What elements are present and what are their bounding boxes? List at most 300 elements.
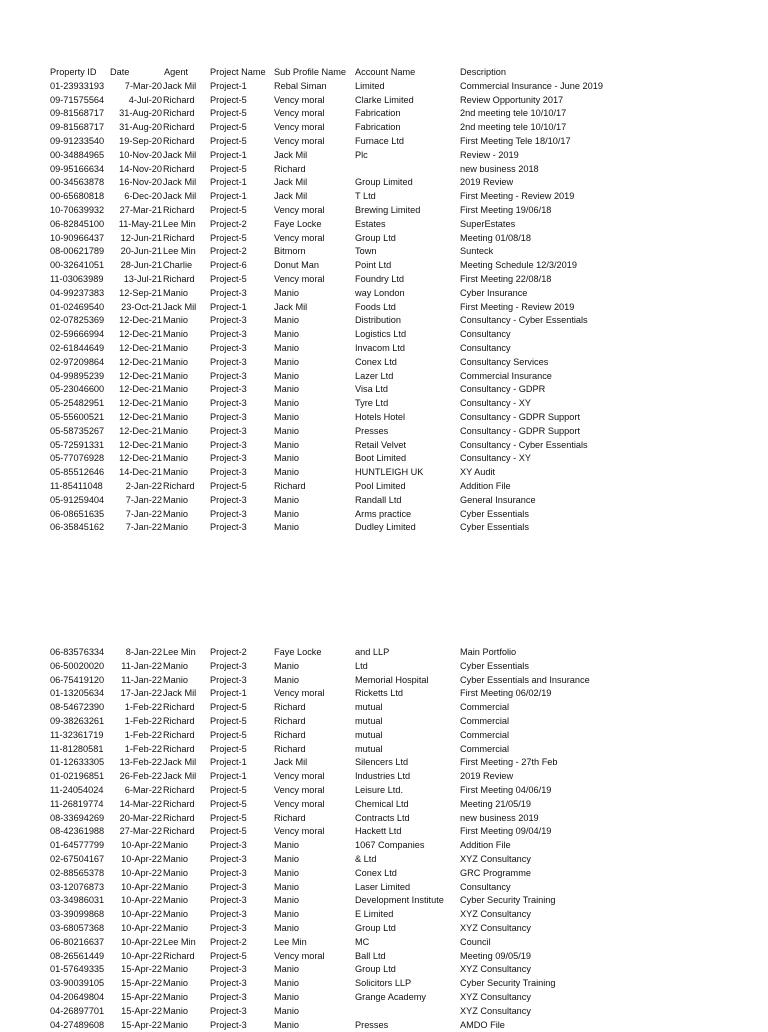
project-name-cell: Project-3 <box>210 398 247 409</box>
date-cell: 6-Dec-20 <box>124 191 162 202</box>
sub-profile-name-cell: Manio <box>274 508 300 519</box>
sub-profile-name-cell: Manio <box>274 425 300 436</box>
description-cell: Consultancy - Cyber Essentials <box>460 315 588 326</box>
table-row <box>0 439 768 453</box>
property-id-cell: 09-71575564 <box>50 94 105 105</box>
table-row <box>0 411 768 425</box>
agent-cell: Manio <box>163 342 189 353</box>
table-row <box>0 936 768 950</box>
table-row <box>0 494 768 508</box>
property-id-cell: 08-00621789 <box>50 246 105 257</box>
agent-cell: Manio <box>163 867 189 878</box>
agent-cell: Richard <box>163 826 195 837</box>
description-cell: new business 2019 <box>460 812 539 823</box>
sub-profile-name-cell: Manio <box>274 287 300 298</box>
description-cell: First Meeting 22/08/18 <box>460 273 552 284</box>
date-cell: 16-Nov-20 <box>119 177 162 188</box>
project-name-cell: Project-5 <box>210 163 247 174</box>
agent-cell: Richard <box>163 729 195 740</box>
agent-cell: Manio <box>163 840 189 851</box>
account-name-cell: Randall Ltd <box>355 494 402 505</box>
date-cell: 19-Sep-20 <box>119 135 162 146</box>
project-name-cell: Project-3 <box>210 467 247 478</box>
account-name-cell: E Limited <box>355 909 394 920</box>
table-row <box>0 867 768 881</box>
agent-cell: Manio <box>163 660 189 671</box>
sub-profile-name-cell: Manio <box>274 384 300 395</box>
sub-profile-name-cell: Manio <box>274 853 300 864</box>
account-name-cell: Fabrication <box>355 122 401 133</box>
date-cell: 10-Apr-22 <box>121 840 162 851</box>
project-name-cell: Project-3 <box>210 922 247 933</box>
table-row <box>0 646 768 660</box>
date-cell: 15-Apr-22 <box>121 964 162 975</box>
property-id-cell: 01-64577799 <box>50 840 105 851</box>
sub-profile-name-cell: Vency moral <box>274 273 325 284</box>
sub-profile-name-cell: Richard <box>274 743 306 754</box>
account-name-cell: Industries Ltd <box>355 771 411 782</box>
description-cell: Sunteck <box>460 246 494 257</box>
account-name-cell: Furnace Ltd <box>355 135 405 146</box>
property-id-cell: 00-65680818 <box>50 191 105 202</box>
sub-profile-name-cell: Bitmorn <box>274 246 306 257</box>
date-cell: 10-Nov-20 <box>119 149 162 160</box>
date-cell: 13-Feb-22 <box>119 757 162 768</box>
description-cell: XYZ Consultancy <box>460 922 531 933</box>
sub-profile-name-cell: Vency moral <box>274 771 325 782</box>
property-id-cell: 01-23933193 <box>50 80 105 91</box>
agent-cell: Manio <box>163 329 189 340</box>
project-name-cell: Project-5 <box>210 108 247 119</box>
description-cell: XYZ Consultancy <box>460 991 531 1002</box>
description-cell: Cyber Essentials and Insurance <box>460 674 590 685</box>
property-id-cell: 09-38263261 <box>50 715 105 726</box>
date-cell: 11-Jan-22 <box>121 660 162 671</box>
account-name-cell: Hackett Ltd <box>355 826 402 837</box>
date-cell: 12-Dec-21 <box>119 453 162 464</box>
agent-cell: Manio <box>163 978 189 989</box>
account-name-cell: 1067 Companies <box>355 840 425 851</box>
project-name-cell: Project-3 <box>210 384 247 395</box>
description-cell: Consultancy - GDPR Support <box>460 411 580 422</box>
sub-profile-name-cell: Richard <box>274 480 306 491</box>
sub-profile-name-cell: Jack Mil <box>274 191 308 202</box>
account-name-cell: Retail Velvet <box>355 439 407 450</box>
date-cell: 15-Apr-22 <box>121 991 162 1002</box>
sub-profile-name-cell: Jack Mil <box>274 177 308 188</box>
table-row <box>0 466 768 480</box>
property-id-cell: 11-85411048 <box>50 480 103 491</box>
sub-profile-name-cell: Manio <box>274 909 300 920</box>
agent-cell: Richard <box>163 204 195 215</box>
table-row <box>0 825 768 839</box>
account-name-cell: Foods Ltd <box>355 301 396 312</box>
agent-cell: Manio <box>163 922 189 933</box>
agent-cell: Richard <box>163 108 195 119</box>
property-id-cell: 09-95166634 <box>50 163 105 174</box>
description-cell: Consultancy <box>460 342 511 353</box>
table-row <box>0 1019 768 1032</box>
property-id-cell: 00-34563878 <box>50 177 105 188</box>
date-cell: 13-Jul-21 <box>123 273 162 284</box>
description-cell: Addition File <box>460 480 511 491</box>
description-cell: XY Audit <box>460 467 496 478</box>
project-name-cell: Project-1 <box>210 301 247 312</box>
table-body-2 <box>0 646 768 1032</box>
project-name-cell: Project-3 <box>210 978 247 989</box>
table-row <box>0 950 768 964</box>
project-name-cell: Project-1 <box>210 177 247 188</box>
agent-cell: Manio <box>163 674 189 685</box>
property-id-cell: 06-83576334 <box>50 647 105 657</box>
project-name-cell: Project-1 <box>210 688 247 699</box>
sub-profile-name-cell: Manio <box>274 494 300 505</box>
description-cell: First Meeting 19/06/18 <box>460 204 552 215</box>
description-cell: First Meeting 06/02/19 <box>460 688 552 699</box>
table-row <box>0 397 768 411</box>
account-name-cell: Ricketts Ltd <box>355 688 403 699</box>
table-row <box>0 674 768 688</box>
description-cell: Consultancy - GDPR <box>460 384 546 395</box>
agent-cell: Richard <box>163 232 195 243</box>
sub-profile-name-cell: Manio <box>274 453 300 464</box>
property-id-cell: 06-75419120 <box>50 674 105 685</box>
date-cell: 10-Apr-22 <box>121 895 162 906</box>
sub-profile-name-cell: Faye Locke <box>274 218 322 229</box>
sub-profile-name-cell: Vency moral <box>274 798 325 809</box>
date-cell: 10-Apr-22 <box>121 909 162 920</box>
table-row <box>0 660 768 674</box>
property-id-cell: 06-80216637 <box>50 936 105 947</box>
date-cell: 12-Dec-21 <box>119 425 162 436</box>
account-name-cell: Foundry Ltd <box>355 273 405 284</box>
table-row <box>0 521 768 535</box>
project-name-cell: Project-3 <box>210 411 247 422</box>
description-cell: Review - 2019 <box>460 149 519 160</box>
header-agent: Agent <box>164 67 189 77</box>
table-row <box>0 218 768 232</box>
property-id-cell: 01-02469540 <box>50 301 105 312</box>
agent-cell: Richard <box>163 715 195 726</box>
header-property-id: Property ID <box>50 67 97 77</box>
table-header <box>0 66 768 80</box>
date-cell: 11-May-21 <box>118 218 162 229</box>
date-cell: 20-Jun-21 <box>120 246 162 257</box>
date-cell: 8-Jan-22 <box>125 647 162 657</box>
account-name-cell: Brewing Limited <box>355 204 421 215</box>
table-row <box>0 135 768 149</box>
table-row <box>0 107 768 121</box>
account-name-cell: Plc <box>355 149 368 160</box>
agent-cell: Richard <box>163 812 195 823</box>
account-name-cell: Grange Academy <box>355 991 426 1002</box>
description-cell: Consultancy - XY <box>460 453 531 464</box>
agent-cell: Manio <box>163 370 189 381</box>
project-name-cell: Project-3 <box>210 964 247 975</box>
table-row <box>0 245 768 259</box>
account-name-cell: Silencers Ltd <box>355 757 409 768</box>
agent-cell: Manio <box>163 439 189 450</box>
sub-profile-name-cell: Manio <box>274 895 300 906</box>
sub-profile-name-cell: Jack Mil <box>274 301 308 312</box>
agent-cell: Richard <box>163 273 195 284</box>
sub-profile-name-cell: Richard <box>274 163 306 174</box>
description-cell: 2nd meeting tele 10/10/17 <box>460 108 567 119</box>
sub-profile-name-cell: Manio <box>274 1005 300 1016</box>
agent-cell: Manio <box>163 508 189 519</box>
table-row <box>0 342 768 356</box>
agent-cell: Jack Mil <box>163 177 197 188</box>
project-name-cell: Project-3 <box>210 425 247 436</box>
header-account-name: Account Name <box>355 67 416 77</box>
sub-profile-name-cell: Manio <box>274 315 300 326</box>
project-name-cell: Project-3 <box>210 881 247 892</box>
account-name-cell: mutual <box>355 729 383 740</box>
agent-cell: Richard <box>163 743 195 754</box>
sub-profile-name-cell: Vency moral <box>274 108 325 119</box>
agent-cell: Richard <box>163 122 195 133</box>
account-name-cell: MC <box>355 936 370 947</box>
agent-cell: Jack Mil <box>163 688 197 699</box>
date-cell: 12-Dec-21 <box>119 398 162 409</box>
agent-cell: Manio <box>163 384 189 395</box>
account-name-cell: Visa Ltd <box>355 384 389 395</box>
project-name-cell: Project-5 <box>210 812 247 823</box>
date-cell: 1-Feb-22 <box>124 702 162 713</box>
account-name-cell: Laser Limited <box>355 881 411 892</box>
sub-profile-name-cell: Manio <box>274 840 300 851</box>
sub-profile-name-cell: Manio <box>274 329 300 340</box>
project-name-cell: Project-5 <box>210 232 247 243</box>
project-name-cell: Project-3 <box>210 342 247 353</box>
date-cell: 12-Sep-21 <box>119 287 162 298</box>
project-name-cell: Project-5 <box>210 273 247 284</box>
account-name-cell: HUNTLEIGH UK <box>355 467 424 478</box>
property-id-cell: 11-32361719 <box>50 729 104 740</box>
table-row <box>0 812 768 826</box>
date-cell: 12-Dec-21 <box>119 384 162 395</box>
agent-cell: Manio <box>163 398 189 409</box>
account-name-cell: way London <box>355 287 405 298</box>
project-name-cell: Project-3 <box>210 660 247 671</box>
project-name-cell: Project-5 <box>210 480 247 491</box>
property-id-cell: 00-32641051 <box>50 260 105 271</box>
date-cell: 31-Aug-20 <box>119 108 162 119</box>
date-cell: 7-Mar-20 <box>124 80 162 91</box>
description-cell: Consultancy - XY <box>460 398 531 409</box>
header-sub-profile-name: Sub Profile Name <box>274 67 347 77</box>
account-name-cell: Contracts Ltd <box>355 812 410 823</box>
project-name-cell: Project-2 <box>210 246 247 257</box>
table-row <box>0 383 768 397</box>
agent-cell: Charlie <box>163 260 193 271</box>
account-name-cell: Limited <box>355 80 385 91</box>
description-cell: Consultancy <box>460 881 511 892</box>
date-cell: 7-Jan-22 <box>125 522 162 533</box>
description-cell: Consultancy <box>460 329 511 340</box>
sub-profile-name-cell: Richard <box>274 729 306 740</box>
description-cell: First Meeting Tele 18/10/17 <box>460 135 571 146</box>
date-cell: 6-Mar-22 <box>124 784 162 795</box>
agent-cell: Manio <box>163 467 189 478</box>
sub-profile-name-cell: Lee Min <box>274 936 307 947</box>
date-cell: 31-Aug-20 <box>119 122 162 133</box>
project-name-cell: Project-1 <box>210 149 247 160</box>
sub-profile-name-cell: Manio <box>274 922 300 933</box>
account-name-cell: Fabrication <box>355 108 401 119</box>
account-name-cell: mutual <box>355 715 383 726</box>
account-name-cell: Point Ltd <box>355 260 392 271</box>
property-id-cell: 05-77076928 <box>50 453 105 464</box>
agent-cell: Lee Min <box>163 246 196 257</box>
agent-cell: Richard <box>163 784 195 795</box>
project-name-cell: Project-3 <box>210 508 247 519</box>
description-cell: Cyber Security Training <box>460 895 556 906</box>
date-cell: 15-Apr-22 <box>121 1019 162 1030</box>
table-row <box>0 356 768 370</box>
agent-cell: Lee Min <box>163 218 196 229</box>
description-cell: AMDO File <box>460 1019 505 1030</box>
sub-profile-name-cell: Richard <box>274 702 306 713</box>
agent-cell: Manio <box>163 895 189 906</box>
account-name-cell: Pool Limited <box>355 480 406 491</box>
table-block-2 <box>0 646 768 1032</box>
account-name-cell: Conex Ltd <box>355 867 397 878</box>
date-cell: 27-Mar-22 <box>119 826 162 837</box>
project-name-cell: Project-5 <box>210 950 247 961</box>
table-row <box>0 452 768 466</box>
property-id-cell: 08-54672390 <box>50 702 105 713</box>
property-id-cell: 04-26897701 <box>50 1005 105 1016</box>
date-cell: 28-Jun-21 <box>120 260 162 271</box>
date-cell: 27-Mar-21 <box>119 204 162 215</box>
agent-cell: Jack Mil <box>163 149 197 160</box>
property-id-cell: 02-59666994 <box>50 329 105 340</box>
description-cell: First Meeting - Review 2019 <box>460 301 575 312</box>
project-name-cell: Project-3 <box>210 1005 247 1016</box>
sub-profile-name-cell: Jack Mil <box>274 149 308 160</box>
agent-cell: Manio <box>163 522 189 533</box>
description-cell: XYZ Consultancy <box>460 964 531 975</box>
table-row <box>0 314 768 328</box>
table-row <box>0 743 768 757</box>
sub-profile-name-cell: Vency moral <box>274 94 325 105</box>
description-cell: First Meeting - 27th Feb <box>460 757 558 768</box>
table-row <box>0 991 768 1005</box>
project-name-cell: Project-3 <box>210 909 247 920</box>
project-name-cell: Project-3 <box>210 522 247 533</box>
property-id-cell: 05-25482951 <box>50 398 105 409</box>
property-id-cell: 04-99237383 <box>50 287 105 298</box>
property-id-cell: 09-81568717 <box>50 108 105 119</box>
account-name-cell: Lazer Ltd <box>355 370 394 381</box>
description-cell: Cyber Security Training <box>460 978 556 989</box>
description-cell: Commercial <box>460 729 510 740</box>
project-name-cell: Project-3 <box>210 287 247 298</box>
property-id-cell: 08-33694269 <box>50 812 105 823</box>
sub-profile-name-cell: Donut Man <box>274 260 319 271</box>
agent-cell: Manio <box>163 964 189 975</box>
agent-cell: Manio <box>163 315 189 326</box>
date-cell: 12-Dec-21 <box>119 329 162 340</box>
description-cell: SuperEstates <box>460 218 516 229</box>
account-name-cell: mutual <box>355 743 383 754</box>
property-id-cell: 04-99895239 <box>50 370 105 381</box>
description-cell: First Meeting 04/06/19 <box>460 784 552 795</box>
agent-cell: Richard <box>163 163 195 174</box>
project-name-cell: Project-3 <box>210 895 247 906</box>
date-cell: 26-Feb-22 <box>119 771 162 782</box>
property-id-cell: 08-26561449 <box>50 950 105 961</box>
description-cell: Cyber Essentials <box>460 660 529 671</box>
date-cell: 12-Dec-21 <box>119 356 162 367</box>
project-name-cell: Project-3 <box>210 356 247 367</box>
account-name-cell: & Ltd <box>355 853 377 864</box>
account-name-cell: Logistics Ltd <box>355 329 407 340</box>
project-name-cell: Project-3 <box>210 867 247 878</box>
table-row <box>0 798 768 812</box>
property-id-cell: 01-02196851 <box>50 771 105 782</box>
project-name-cell: Project-5 <box>210 94 247 105</box>
agent-cell: Richard <box>163 480 195 491</box>
property-id-cell: 05-85512646 <box>50 467 105 478</box>
property-id-cell: 09-91233540 <box>50 135 105 146</box>
date-cell: 1-Feb-22 <box>124 729 162 740</box>
property-id-cell: 01-13205634 <box>50 688 105 699</box>
project-name-cell: Project-5 <box>210 798 247 809</box>
property-id-cell: 11-03063989 <box>50 273 104 284</box>
sub-profile-name-cell: Manio <box>274 342 300 353</box>
account-name-cell: Group Ltd <box>355 232 396 243</box>
property-id-cell: 03-34986031 <box>50 895 105 906</box>
agent-cell: Jack Mil <box>163 191 197 202</box>
table-row <box>0 425 768 439</box>
date-cell: 1-Feb-22 <box>124 743 162 754</box>
table-row <box>0 190 768 204</box>
description-cell: Meeting 01/08/18 <box>460 232 532 243</box>
project-name-cell: Project-3 <box>210 370 247 381</box>
date-cell: 10-Apr-22 <box>121 867 162 878</box>
table-row <box>0 176 768 190</box>
date-cell: 10-Apr-22 <box>121 936 162 947</box>
project-name-cell: Project-5 <box>210 715 247 726</box>
sub-profile-name-cell: Richard <box>274 715 306 726</box>
project-name-cell: Project-2 <box>210 218 247 229</box>
description-cell: Cyber Essentials <box>460 508 529 519</box>
table-row <box>0 370 768 384</box>
property-id-cell: 10-90966437 <box>50 232 105 243</box>
project-name-cell: Project-3 <box>210 453 247 464</box>
project-name-cell: Project-3 <box>210 439 247 450</box>
date-cell: 11-Jan-22 <box>121 674 162 685</box>
date-cell: 15-Apr-22 <box>121 1005 162 1016</box>
table-row <box>0 480 768 494</box>
account-name-cell: Conex Ltd <box>355 356 397 367</box>
sub-profile-name-cell: Manio <box>274 1019 300 1030</box>
description-cell: Meeting 09/05/19 <box>460 950 532 961</box>
agent-cell: Richard <box>163 94 195 105</box>
property-id-cell: 05-72591331 <box>50 439 105 450</box>
description-cell: Meeting Schedule 12/3/2019 <box>460 260 577 271</box>
sub-profile-name-cell: Manio <box>274 881 300 892</box>
description-cell: XYZ Consultancy <box>460 1005 531 1016</box>
account-name-cell: Ball Ltd <box>355 950 386 961</box>
property-id-cell: 00-34884965 <box>50 149 105 160</box>
table-row <box>0 729 768 743</box>
account-name-cell: Distribution <box>355 315 401 326</box>
project-name-cell: Project-1 <box>210 191 247 202</box>
property-id-cell: 03-90039105 <box>50 978 105 989</box>
